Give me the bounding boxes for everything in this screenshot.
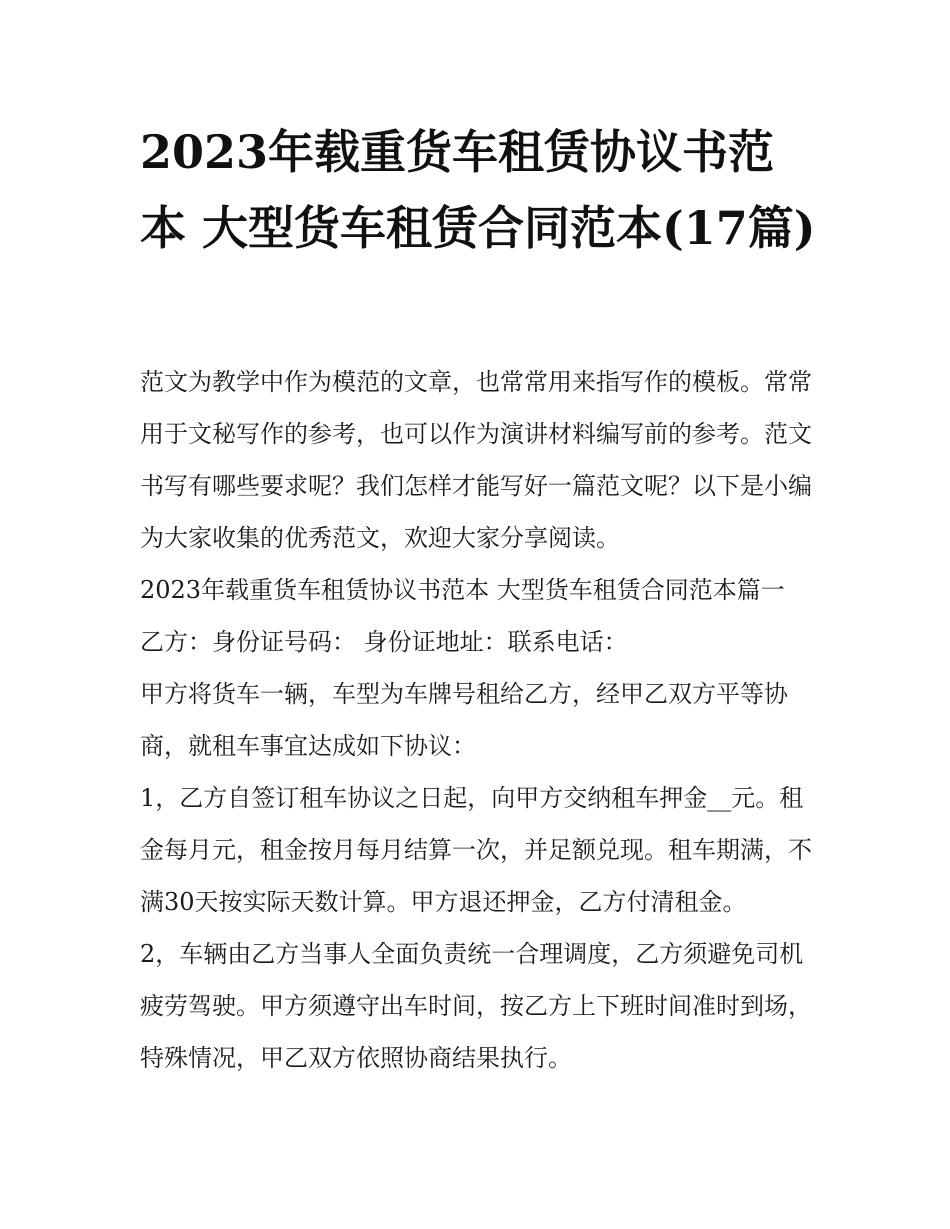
paragraph-intro: 范文为教学中作为模范的文章，也常常用来指写作的模板。常常用于文秘写作的参考，也可以作为演讲材料编写前的参考。范文书写有哪些要求呢？我们怎样才能写好一篇范文呢？以下是小编为大家收集的优秀范文，欢迎大家分享阅读。 xyxy=(140,368,812,552)
paragraph-clause-1: 1，乙方自签订租车协议之日起，向甲方交纳租车押金__元。租金每月元，租金按月每月结算一次，并足额兑现。租车期满，不满30天按实际天数计算。甲方退还押金，乙方付清租金。 xyxy=(140,784,812,916)
paragraph-clause-2: 2，车辆由乙方当事人全面负责统一合理调度，乙方须避免司机疲劳驾驶。甲方须遵守出车时间，按乙方上下班时间准时到场，特殊情况，甲乙双方依照协商结果执行。 xyxy=(140,940,812,1072)
document-title: 2023年载重货车租赁协议书范本 大型货车租赁合同范本(17篇) xyxy=(140,125,816,255)
paragraph-party-b-info: 乙方：身份证号码： 身份证地址：联系电话： xyxy=(140,628,628,656)
document-body xyxy=(140,356,820,1084)
paragraph-section-heading: 2023年载重货车租赁协议书范本 大型货车租赁合同范本篇一 xyxy=(140,576,785,604)
paragraph-agreement-preamble: 甲方将货车一辆，车型为车牌号租给乙方，经甲乙双方平等协商，就租车事宜达成如下协议： xyxy=(140,680,788,760)
